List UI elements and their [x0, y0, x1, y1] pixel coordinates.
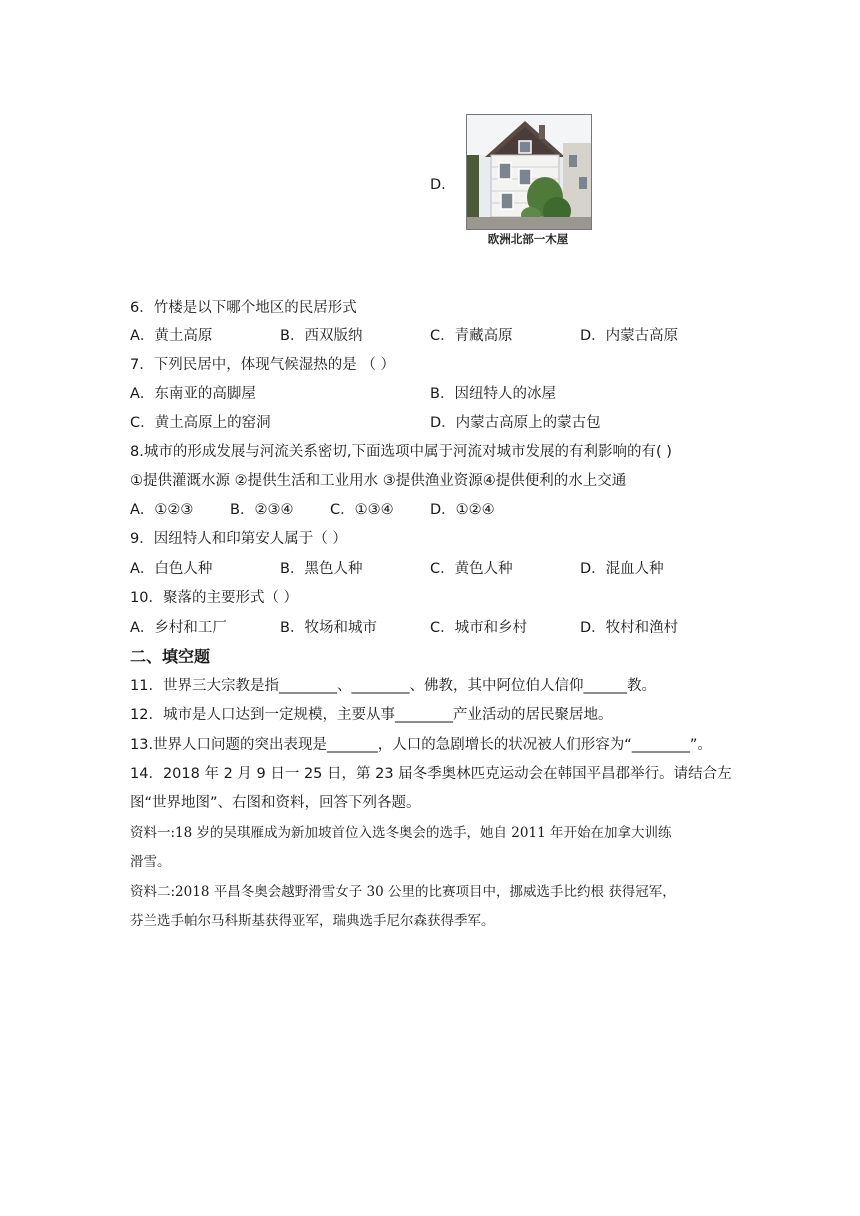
q7-option-d: D．内蒙古高原上的蒙古包	[430, 415, 601, 431]
q7-option-a: A．东南亚的高脚屋	[130, 386, 256, 402]
q10-option-a: A．乡村和工厂	[130, 620, 227, 636]
photo-caption: 欧洲北部一木屋	[487, 232, 569, 246]
q7-option-c: C．黄土高原上的窑洞	[130, 415, 271, 431]
question-14-line-2: 图“世界地图”、右图和资料，回答下列各题。	[130, 795, 421, 811]
q8-option-a: A．①②③	[130, 502, 194, 518]
question-14-line-1: 14．2018 年 2 月 9 日一 25 日，第 23 届冬季奥林匹克运动会在韩国平昌郡举行。请结合左	[130, 766, 732, 782]
q8-items: ①提供灌溉水源 ②提供生活和工业用水 ③提供渔业资源④提供便利的水上交通	[130, 473, 627, 489]
q8-option-c: C．①③④	[330, 502, 394, 518]
q9-option-b: B．黑色人种	[280, 561, 363, 577]
question-12: 12．城市是人口达到一定规模，主要从事________产业活动的居民聚居地。	[130, 707, 613, 723]
q9-option-a: A．白色人种	[130, 561, 213, 577]
q6-option-d: D．内蒙古高原	[580, 328, 679, 344]
material-2-line-2: 芬兰选手帕尔马科斯基获得亚军，瑞典选手尼尔森获得季军。	[130, 913, 495, 929]
question-9-stem: 9．因纽特人和印第安人属于（ ）	[130, 531, 347, 547]
material-2-line-1: 资料二:2018 平昌冬奥会越野滑雪女子 30 公里的比赛项目中，挪威选手比约根 获得冠军，	[130, 884, 676, 900]
q6-option-b: B．西双版纳	[280, 328, 363, 344]
question-11: 11．世界三大宗教是指________、________、佛教，其中阿位伯人信仰______教。	[130, 678, 656, 694]
q10-option-b: B．牧场和城市	[280, 620, 377, 636]
question-7-stem: 7．下列民居中，体现气候湿热的是 （ ）	[130, 357, 395, 373]
material-1-line-1: 资料一:18 岁的吴琪雁成为新加坡首位入选冬奥会的选手，她自 2011 年开始在加拿大训练	[130, 825, 672, 841]
option-d-label: D.	[430, 177, 446, 193]
question-8-stem: 8.城市的形成发展与河流关系密切,下面选项中属于河流对城市发展的有利影响的有( )	[130, 444, 672, 460]
question-6-stem: 6．竹楼是以下哪个地区的民居形式	[130, 300, 357, 316]
q7-option-b: B．因纽特人的冰屋	[430, 386, 556, 402]
section-heading-fill-in: 二、填空题	[130, 647, 211, 666]
q9-option-c: C．黄色人种	[430, 561, 513, 577]
material-1-line-2: 滑雪。	[130, 854, 171, 870]
q10-option-c: C．城市和乡村	[430, 620, 528, 636]
wooden-house-illustration	[467, 115, 591, 229]
q8-option-d: D．①②④	[430, 502, 495, 518]
question-10-stem: 10．聚落的主要形式（ ）	[130, 590, 299, 606]
q8-option-b: B．②③④	[230, 502, 294, 518]
wooden-house-photo	[466, 114, 592, 230]
question-13: 13.世界人口问题的突出表现是_______，人口的急剧增长的状况被人们形容为“________”。	[130, 737, 712, 753]
q9-option-d: D．混血人种	[580, 561, 664, 577]
q6-option-c: C．青藏高原	[430, 328, 513, 344]
q6-option-a: A．黄土高原	[130, 328, 213, 344]
q10-option-d: D．牧村和渔村	[580, 620, 679, 636]
